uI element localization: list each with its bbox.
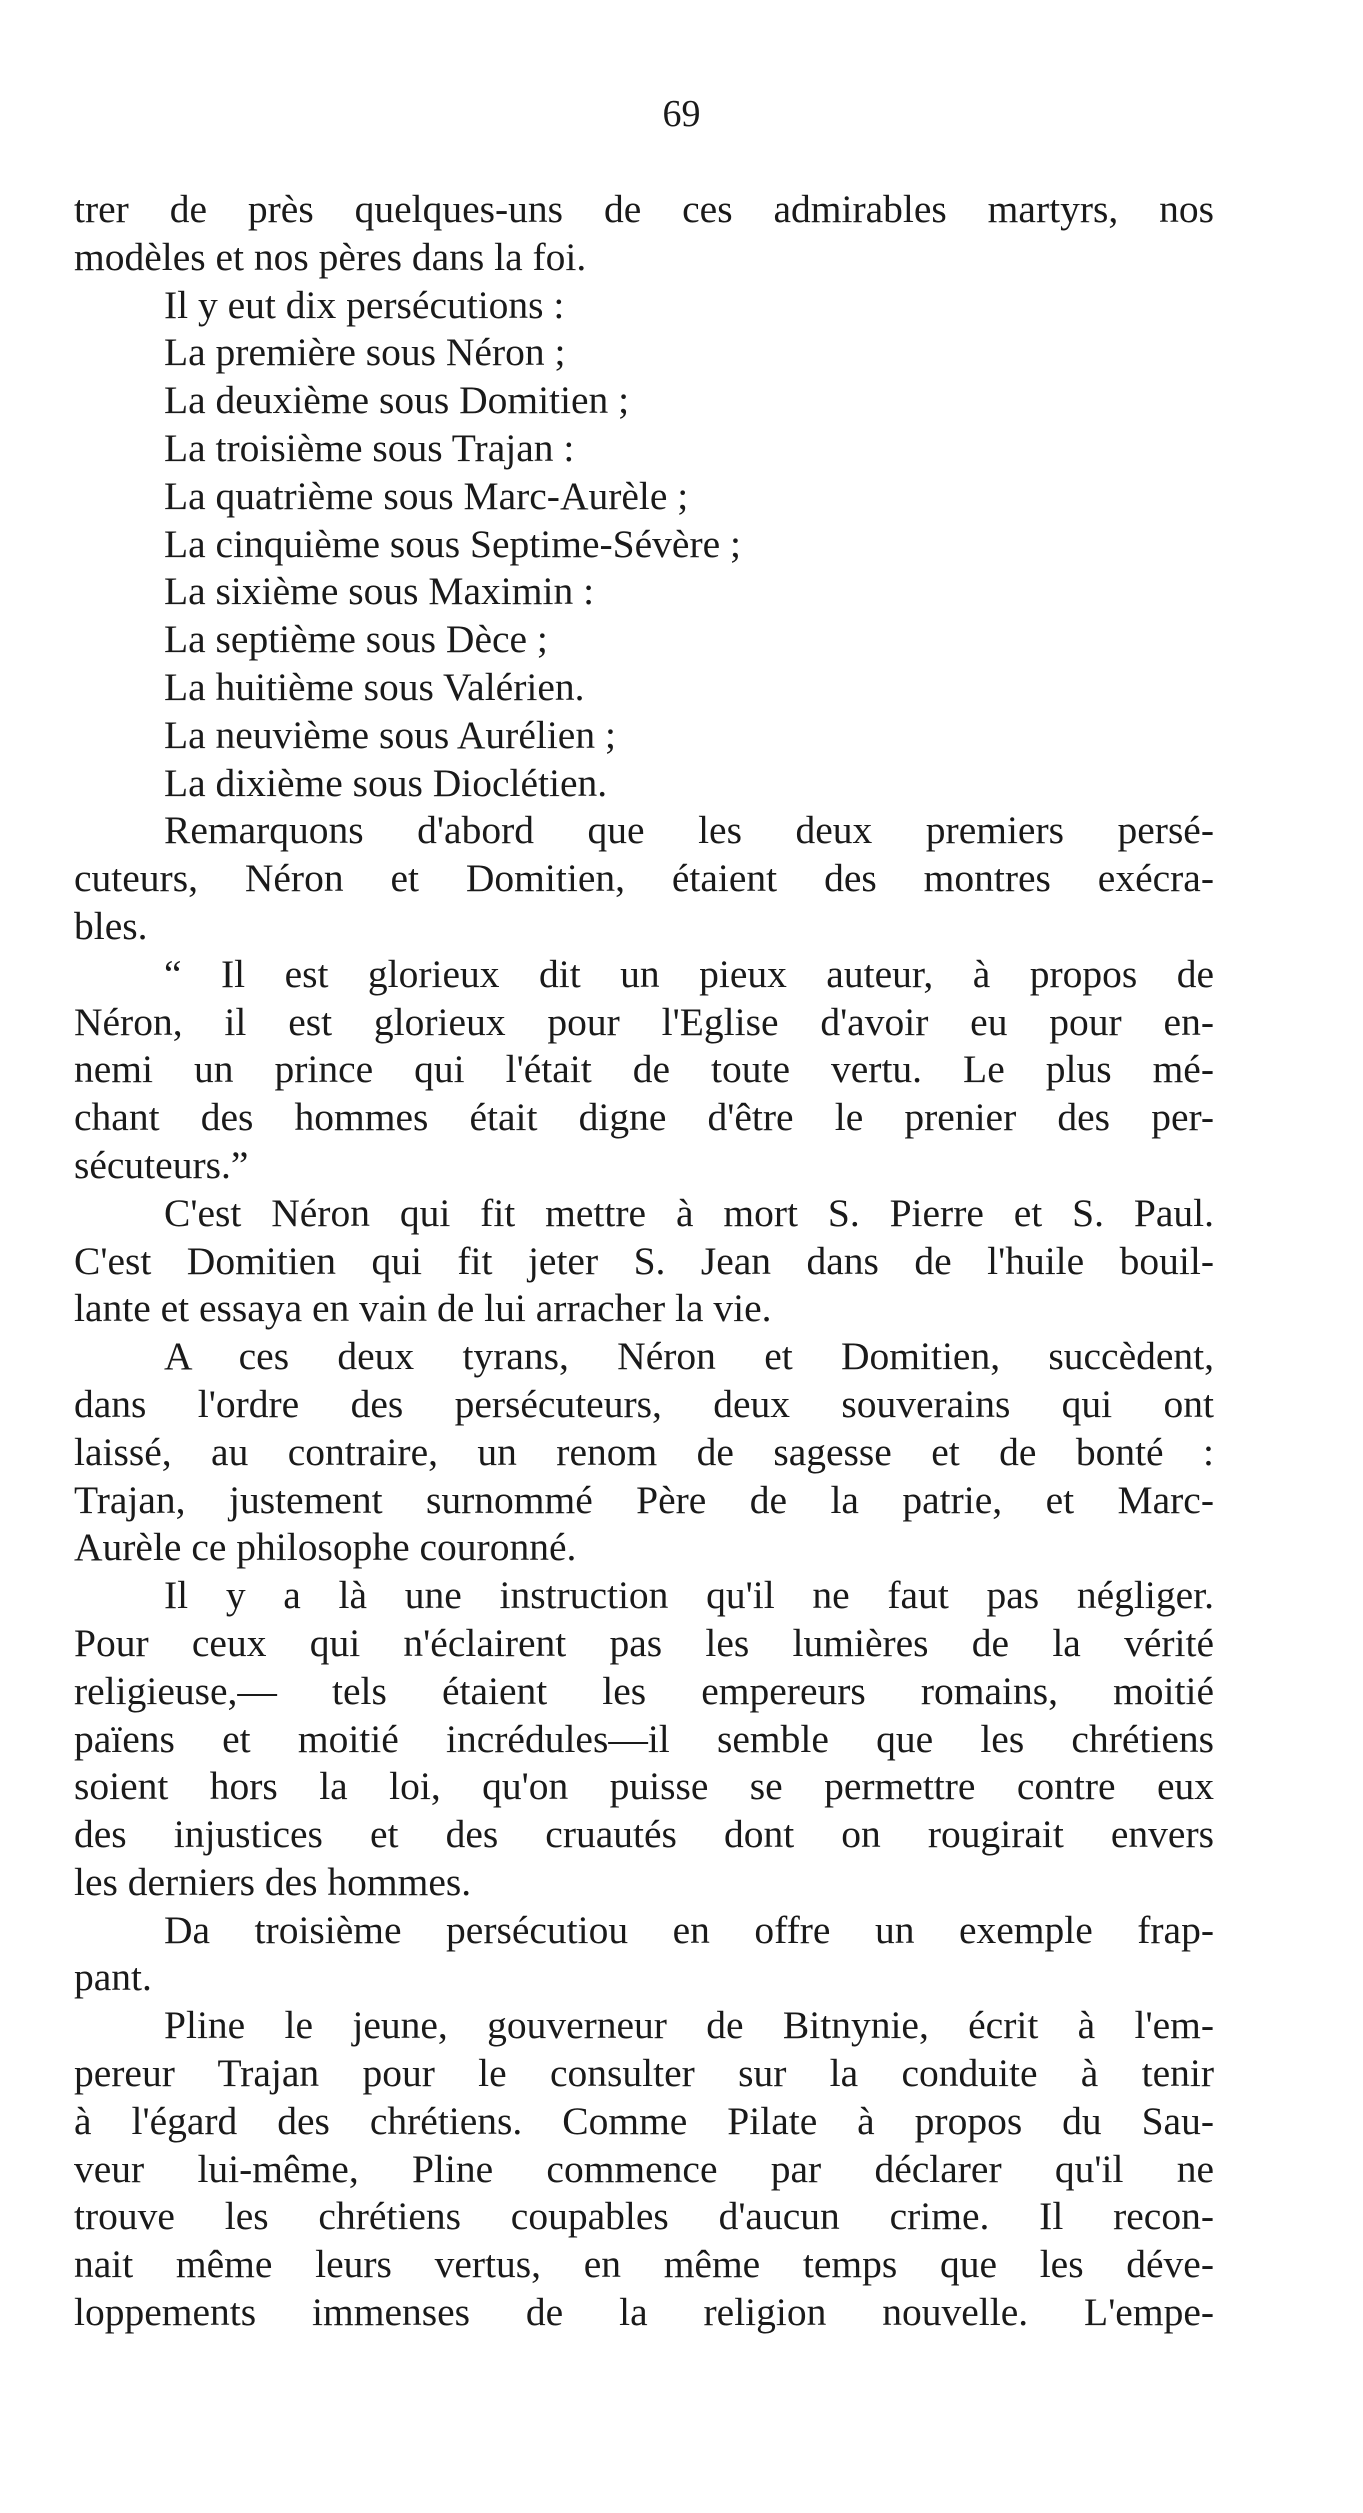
- text-line: La première sous Néron ;: [164, 330, 566, 375]
- text-line: Remarquons d'abord que les deux premiers persé-: [164, 808, 1214, 853]
- text-line: La quatrième sous Marc-Aurèle ;: [164, 473, 689, 518]
- body-text: [74, 186, 1214, 2337]
- text-line: pereur Trajan pour le consulter sur la conduite à tenir: [74, 2051, 1214, 2096]
- text-line: La huitième sous Valérien.: [164, 664, 585, 709]
- text-line: chant des hommes était digne d'être le prenier des per-: [74, 1095, 1214, 1140]
- text-line: soient hors la loi, qu'on puisse se permettre contre eux: [74, 1764, 1214, 1809]
- text-line: La troisième sous Trajan :: [164, 425, 575, 470]
- text-line: La sixième sous Maximin :: [164, 569, 595, 614]
- text-line: Trajan, justement surnommé Père de la patrie, et Marc-: [74, 1477, 1214, 1522]
- text-line: pant.: [74, 1955, 152, 2000]
- text-line: bles.: [74, 903, 148, 948]
- text-line: Néron, il est glorieux pour l'Eglise d'avoir eu pour en-: [74, 999, 1214, 1044]
- text-line: trouve les chrétiens coupables d'aucun crime. Il recon-: [74, 2194, 1214, 2239]
- text-line: nait même leurs vertus, en même temps que les déve-: [74, 2242, 1214, 2287]
- text-line: veur lui-même, Pline commence par déclarer qu'il ne: [74, 2146, 1214, 2191]
- page-number: 69: [662, 93, 701, 135]
- text-line: loppements immenses de la religion nouvelle. L'empe-: [74, 2290, 1214, 2335]
- text-line: C'est Domitien qui fit jeter S. Jean dans de l'huile bouil-: [74, 1238, 1214, 1283]
- text-line: Aurèle ce philosophe couronné.: [74, 1525, 577, 1570]
- text-line: modèles et nos pères dans la foi.: [74, 234, 587, 279]
- text-line: les derniers des hommes.: [74, 1859, 472, 1904]
- text-line: religieuse,— tels étaient les empereurs romains, moitié: [74, 1668, 1214, 1713]
- text-line: La deuxième sous Domitien ;: [164, 378, 630, 423]
- text-line: sécuteurs.”: [74, 1142, 249, 1187]
- text-line: Pline le jeune, gouverneur de Bitnynie, écrit à l'em-: [164, 2003, 1214, 2048]
- text-line: lante et essaya en vain de lui arracher la vie.: [74, 1286, 772, 1331]
- text-line: La septième sous Dèce ;: [164, 617, 548, 662]
- text-line: païens et moitié incrédules—il semble que les chrétiens: [74, 1716, 1214, 1761]
- text-line: cuteurs, Néron et Domitien, étaient des montres exécra-: [74, 856, 1214, 901]
- text-line: Il y a là une instruction qu'il ne faut pas négliger.: [164, 1573, 1214, 1618]
- text-line: des injustices et des cruautés dont on rougirait envers: [74, 1812, 1214, 1857]
- text-line: C'est Néron qui fit mettre à mort S. Pierre et S. Paul.: [164, 1190, 1214, 1235]
- text-line: Il y eut dix persécutions :: [164, 282, 565, 327]
- text-line: trer de près quelques-uns de ces admirables martyrs, nos: [74, 187, 1214, 231]
- text-line: Pour ceux qui n'éclairent pas les lumières de la vérité: [74, 1620, 1214, 1665]
- text-line: La cinquième sous Septime-Sévère ;: [164, 521, 741, 566]
- text-line: La neuvième sous Aurélien ;: [164, 712, 616, 757]
- text-line: “ Il est glorieux dit un pieux auteur, à propos de: [164, 951, 1214, 996]
- text-line: Da troisième persécutiou en offre un exemple frap-: [164, 1907, 1214, 1952]
- text-line: dans l'ordre des persécuteurs, deux souverains qui ont: [74, 1381, 1214, 1426]
- text-line: A ces deux tyrans, Néron et Domitien, succèdent,: [164, 1334, 1214, 1379]
- text-line: nemi un prince qui l'était de toute vertu. Le plus mé-: [74, 1047, 1214, 1092]
- text-line: La dixième sous Dioclétien.: [164, 760, 608, 805]
- text-line: laissé, au contraire, un renom de sagesse et de bonté :: [74, 1429, 1214, 1474]
- text-line: à l'égard des chrétiens. Comme Pilate à propos du Sau-: [74, 2098, 1214, 2143]
